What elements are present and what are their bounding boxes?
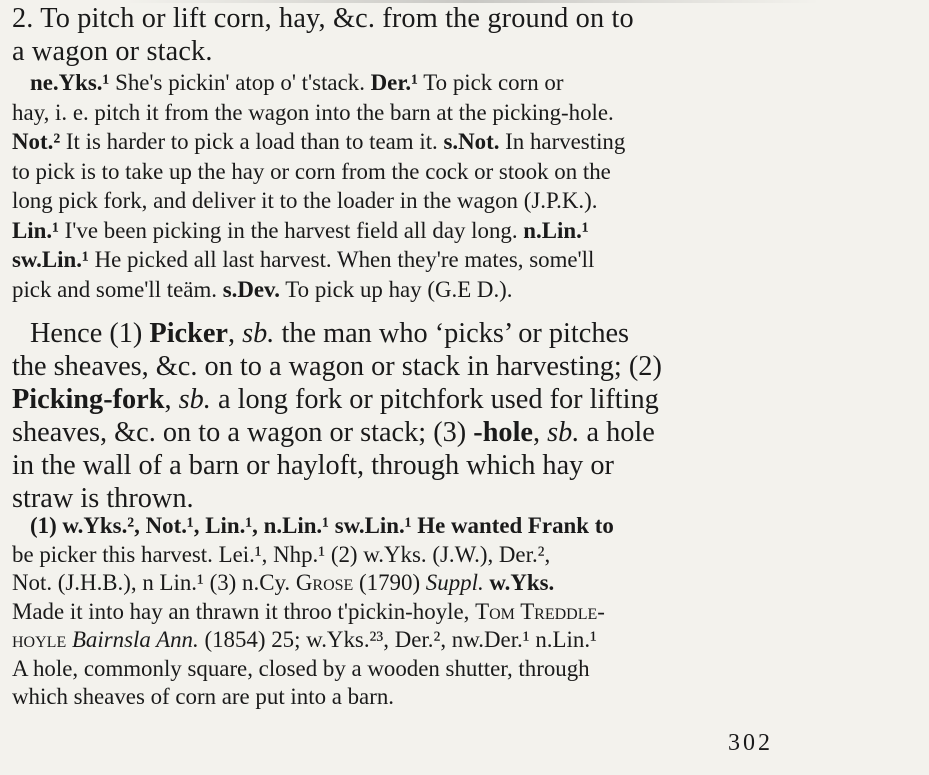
derived-text: a long fork or pitchfork used for lifting [210, 384, 659, 415]
citation-line [12, 216, 902, 246]
citation-line [12, 157, 902, 187]
citation-text: (1) w.Yks.², Not.¹, Lin.¹, n.Lin.¹ sw.Lin.¹ He wanted Frank to [30, 513, 614, 538]
dialect-ref: ne.Yks.¹ [30, 70, 110, 95]
sense-number: 2. [12, 3, 34, 34]
citation-text: To pick up hay (G.E D.). [279, 276, 513, 302]
citation-text: To pick corn or [417, 70, 564, 95]
derived-text: the man who ‘picks’ or pitches [274, 318, 630, 349]
derived-text: the sheaves, &c. on to a wagon or stack in harvesting; (2) [12, 351, 662, 382]
citation-line [12, 541, 902, 570]
derived-text: in the wall of a barn or hayloft, through which hay or [12, 450, 614, 481]
sense-2-citations [12, 68, 902, 304]
derived-text: Hence (1) [30, 318, 150, 349]
citation-text: (1790) [353, 570, 426, 595]
sense-2-line-2: a wagon or stack. [12, 36, 213, 67]
dialect-ref: n.Lin.¹ [523, 217, 589, 243]
citation-line [12, 655, 902, 684]
work-title: Suppl. [425, 570, 484, 595]
derived-line [12, 449, 902, 482]
derived-line: sheaves, &c. on to a wagon or stack; (3) -hole, sb. a hole [12, 417, 655, 448]
citation-line [12, 127, 902, 157]
dialect-ref: Not.² [12, 129, 61, 154]
sense-2-definition [12, 2, 902, 68]
derived-text: sheaves, &c. on to a wagon or stack; (3) [12, 417, 474, 448]
author-tom-treddlehoyle-cont: hoyle [12, 627, 67, 652]
dialect-ref: w.Yks. [483, 570, 555, 595]
citation-line [12, 245, 902, 275]
dialect-ref: sw.Lin.¹ [12, 247, 89, 272]
citation-line [12, 598, 902, 627]
citation-text: long pick fork, and deliver it to the loader in the wagon (J.P.K.). [12, 188, 598, 213]
sense-2-line-1: To pitch or lift corn, hay, &c. from the ground on to [40, 3, 634, 34]
part-of-speech: sb. [242, 318, 275, 349]
page-number: 302 [728, 730, 773, 756]
derived-line [12, 482, 902, 515]
part-of-speech: sb. [178, 384, 211, 415]
citation-text: be picker this harvest. Lei.¹, Nhp.¹ (2) w.Yks. (J.W.), Der.², [12, 541, 551, 567]
citation-line [12, 683, 902, 712]
citation-line [12, 569, 902, 598]
citation-text: He picked all last harvest. When they're mates, some'll [88, 247, 595, 272]
citation-text: (1854) 25; w.Yks.²³, Der.², nw.Der.¹ n.Lin.¹ [198, 627, 597, 652]
citation-line [12, 98, 902, 128]
derived-text: a hole [579, 417, 655, 448]
citation-text: In harvesting [499, 129, 626, 154]
citation-line [12, 68, 902, 98]
citation-text: Made it into hay an thrawn it throo t'pickin-hoyle, [12, 598, 476, 624]
headword-picker: Picker [149, 318, 228, 349]
work-title: Bairnsla Ann. [71, 627, 199, 652]
citation-text: to pick is to take up the hay or corn from the cock or stook on the [12, 158, 611, 184]
derived-line: Hence (1) Picker, sb. the man who ‘picks’ or pitches [30, 318, 630, 349]
dialect-ref: Der.¹ [370, 70, 418, 95]
dialect-ref: s.Dev. [222, 276, 280, 302]
headword-hole: -hole [473, 417, 533, 448]
citation-line [12, 275, 902, 305]
derived-forms [12, 317, 902, 515]
headword-picking-fork: Picking-fork [12, 384, 165, 415]
citation-text: I've been picking in the harvest field all day long. [58, 217, 524, 243]
derived-line [12, 350, 902, 383]
citation-text: A hole, commonly square, closed by a wooden shutter, through [12, 655, 590, 681]
citation-line [12, 186, 902, 216]
part-of-speech: sb. [547, 417, 580, 448]
citation-text: She's pickin' atop o' t'stack. [109, 70, 371, 95]
citation-text: which sheaves of corn are put into a barn. [12, 684, 395, 709]
dialect-ref: Lin.¹ [12, 217, 59, 243]
citation-line [12, 512, 902, 541]
dialect-ref: s.Not. [443, 129, 500, 154]
author-grose: Grose [295, 570, 354, 595]
citation-text: pick and some'll teäm. [12, 276, 223, 302]
citation-text: Not. (J.H.B.), n Lin.¹ (3) n.Cy. [12, 570, 296, 595]
citation-line [12, 626, 902, 655]
citation-text: hay, i. e. pitch it from the wagon into the barn at the picking-hole. [12, 99, 614, 125]
citation-text: It is harder to pick a load than to team it. [60, 129, 444, 154]
derived-line: Picking-fork, sb. a long fork or pitchfork used for lifting [12, 384, 659, 415]
author-tom-treddlehoyle: Tom Treddle- [475, 598, 605, 624]
derived-text: straw is thrown. [12, 483, 194, 514]
derived-citations [12, 512, 902, 712]
